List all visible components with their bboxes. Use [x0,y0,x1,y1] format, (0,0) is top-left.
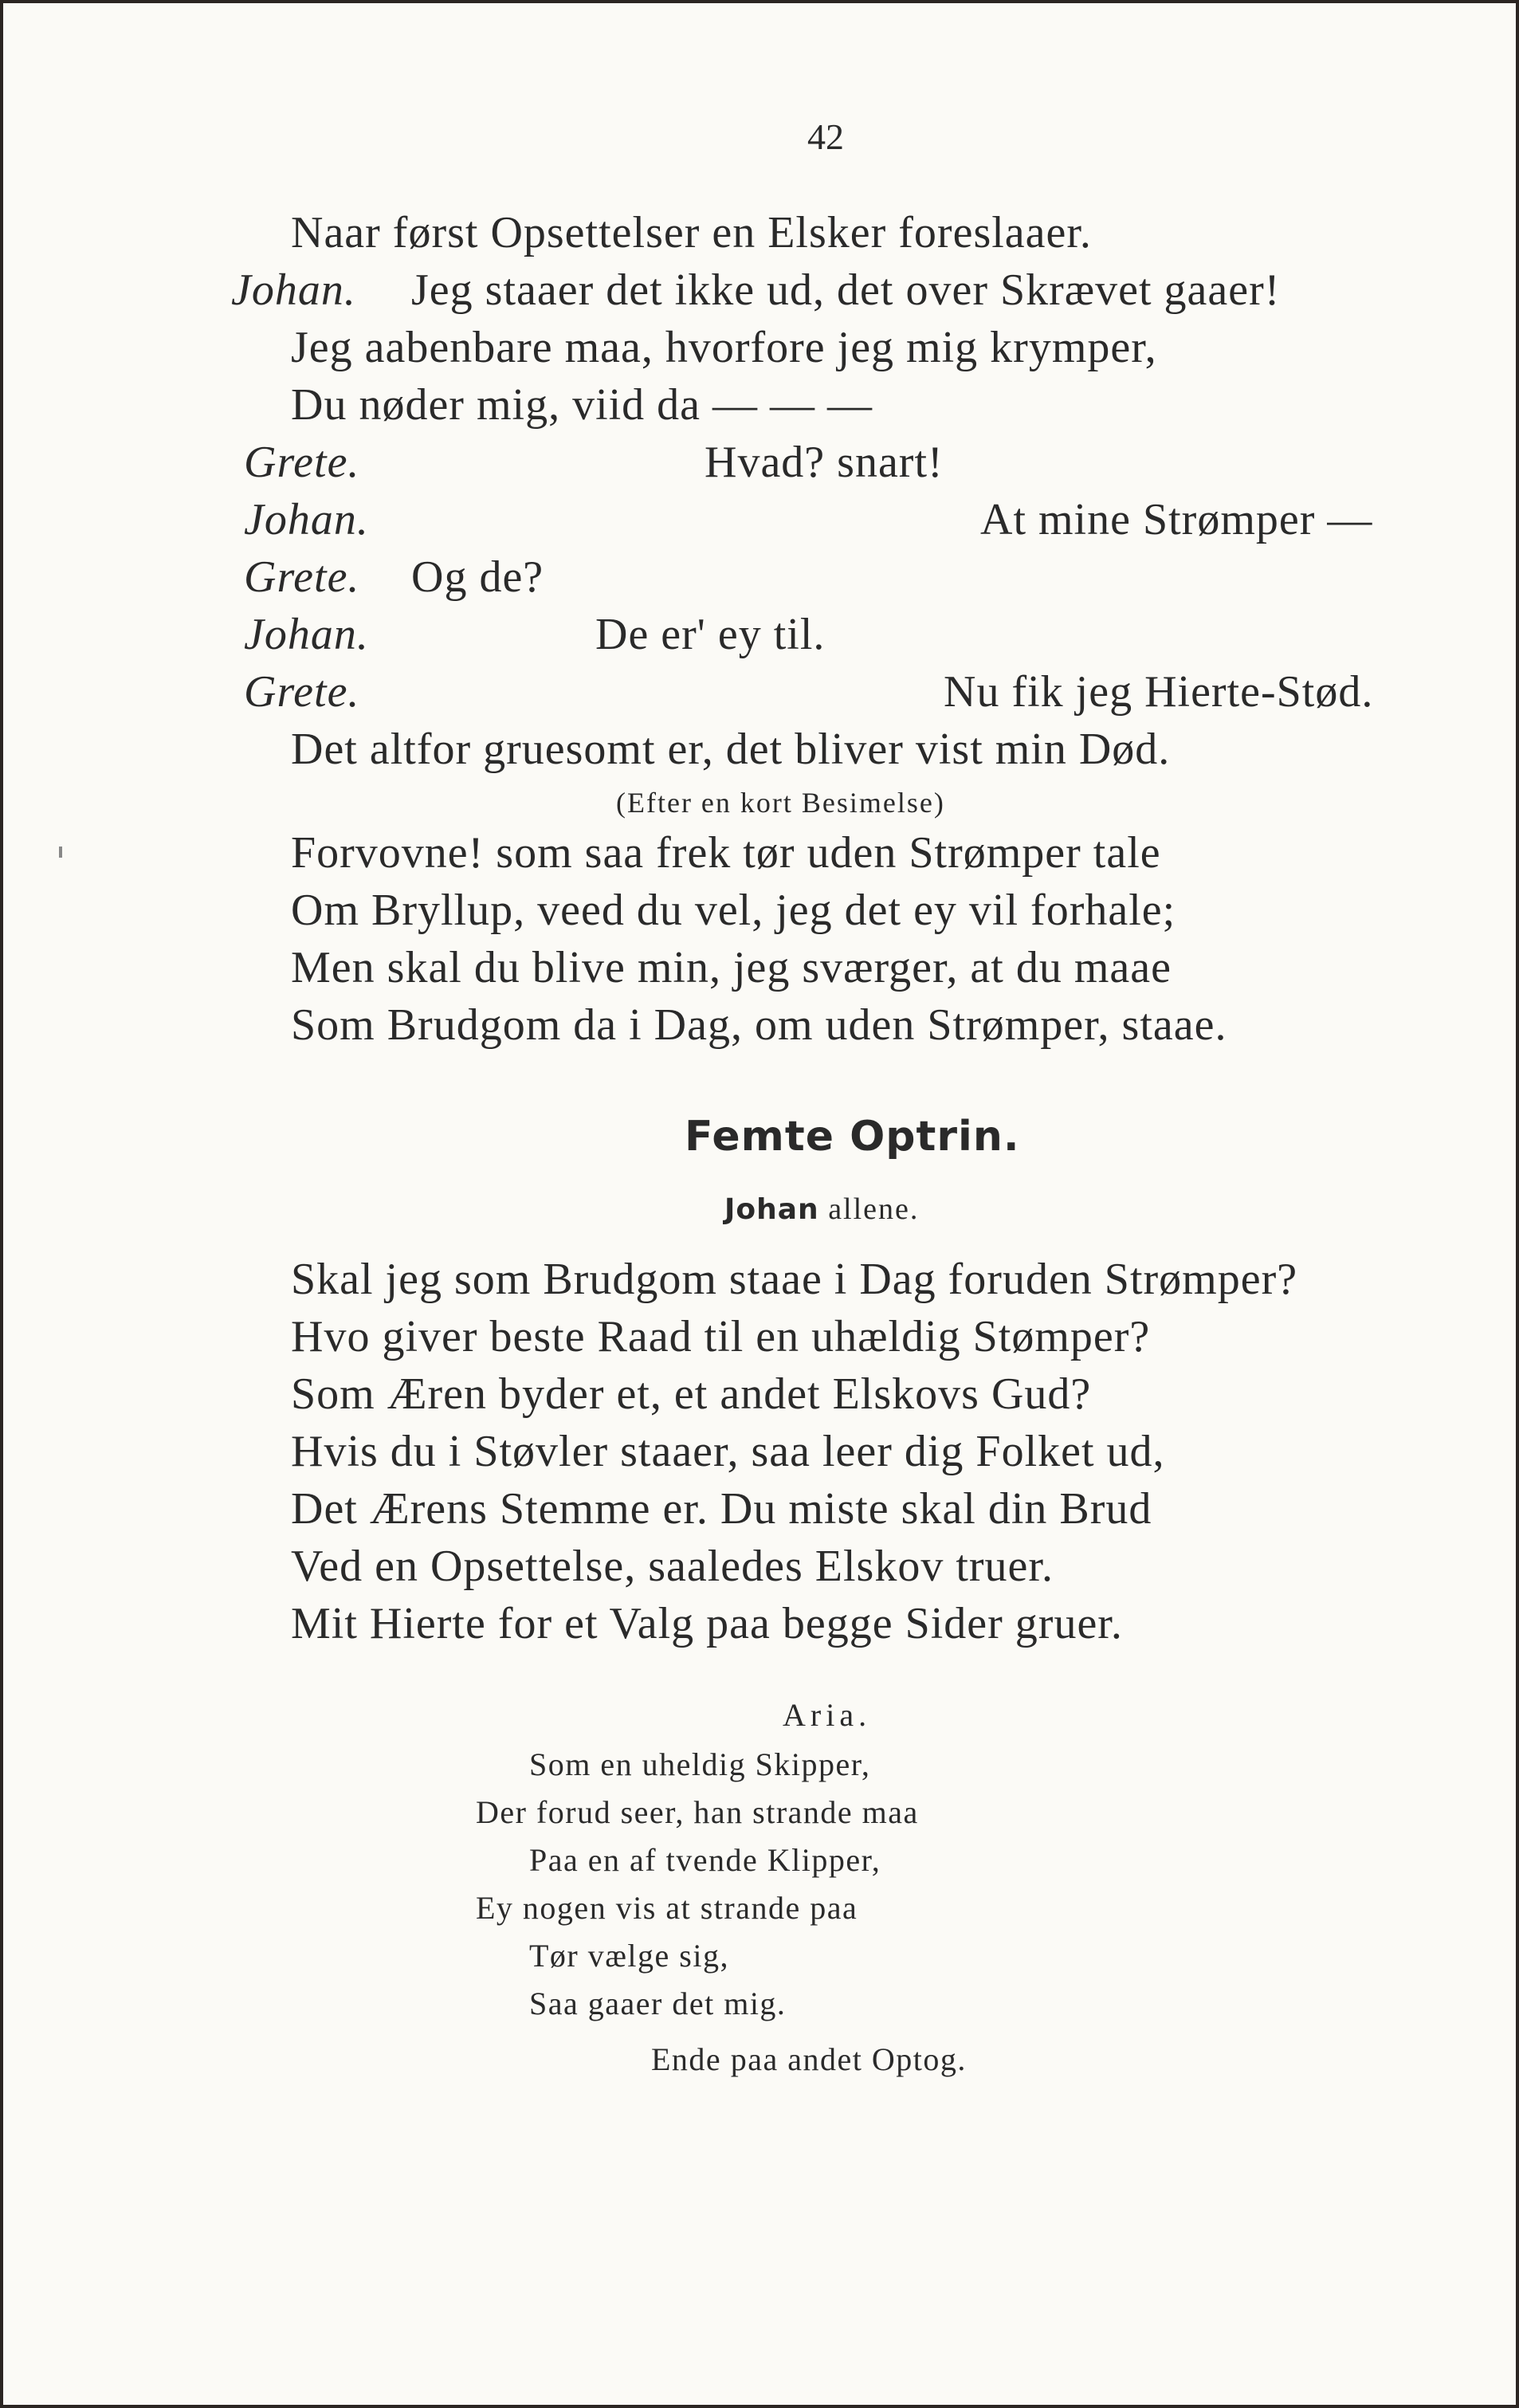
verse-line: Mit Hierte for et Valg paa begge Sider gruer. [291,1599,1123,1648]
character-name: Johan [724,1193,819,1226]
character-direction: allene. [828,1192,920,1226]
aria-closing: Ende paa andet Optog. [651,2041,967,2077]
scene-cast [724,1194,919,1224]
aria-line: Paa en af tvende Klipper, [529,1842,881,1878]
verse-line: Hvo giver beste Raad til en uhældig Stømper? [291,1312,1151,1361]
aria-line: Tør vælge sig, [529,1938,729,1974]
speaker-label: Johan. [231,265,356,315]
verse-line: Det Ærens Stemme er. Du miste skal din Brud [291,1484,1152,1534]
verse-line: Nu fik jeg Hierte-Stød. [944,667,1374,717]
margin-mark [59,847,62,858]
speaker-label: Grete. [244,667,360,717]
verse-line: Jeg aabenbare maa, hvorfore jeg mig krymper, [291,323,1157,372]
aria-line: Der forud seer, han strande maa [476,1794,919,1830]
aria-line: Ey nogen vis at strande paa [476,1890,858,1926]
verse-line: At mine Strømper — [980,495,1373,544]
verse-line: Du nøder mig, viid da — — — [291,380,873,430]
speaker-label: Grete. [244,552,360,602]
verse-line: Som Brudgom da i Dag, om uden Strømper, staae. [291,1000,1227,1050]
book-page [3,3,1516,2405]
verse-line: Ved en Opsettelse, saaledes Elskov truer. [291,1542,1054,1591]
verse-line: Og de? [411,552,544,602]
verse-line: Skal jeg som Brudgom staae i Dag foruden Strømper? [291,1255,1298,1304]
aria-line: Saa gaaer det mig. [529,1986,787,2021]
verse-line: Men skal du blive min, jeg sværger, at du maae [291,943,1172,992]
speaker-label: Grete. [244,438,360,487]
verse-line: Det altfor gruesomt er, det bliver vist min Død. [291,725,1171,774]
verse-line: Forvovne! som saa frek tør uden Strømper tale [291,828,1161,878]
verse-line: Hvad? snart! [705,438,944,487]
verse-line: Om Bryllup, veed du vel, jeg det ey vil forhale; [291,886,1176,935]
verse-line: Jeg staaer det ikke ud, det over Skrævet gaaer! [411,265,1281,315]
verse-line: Som Æren byder et, et andet Elskovs Gud? [291,1369,1092,1419]
speaker-label: Johan. [244,610,369,659]
verse-line: Naar først Opsettelser en Elsker foreslaaer. [291,208,1092,257]
speaker-label: Johan. [244,495,369,544]
stage-direction: (Efter en kort Besimelse) [616,787,945,819]
verse-line: De er' ey til. [595,610,826,659]
aria-title: Aria. [783,1697,872,1733]
scene-title: Femte Optrin. [685,1113,1020,1161]
aria-line: Som en uheldig Skipper, [529,1746,871,1782]
verse-line: Hvis du i Støvler staaer, saa leer dig Folket ud, [291,1427,1165,1476]
page-number: 42 [807,116,844,157]
